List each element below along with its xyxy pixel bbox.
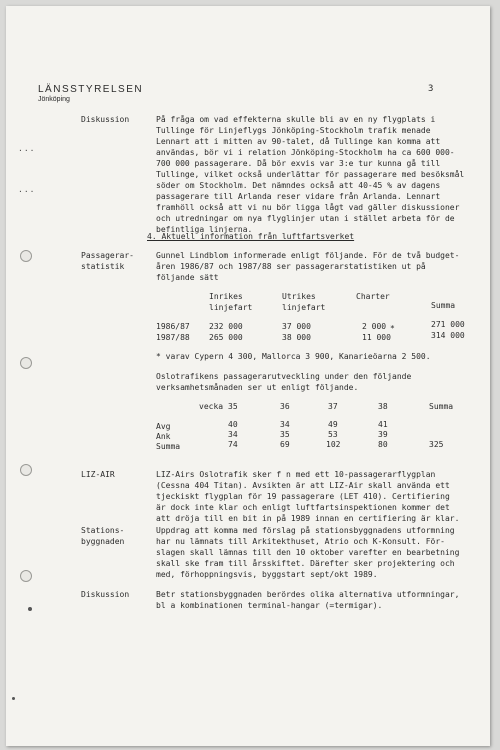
text-line: söder om Stockholm. Det nämndes också att 40-45 % av dagens bbox=[156, 181, 441, 190]
table-header: Summa bbox=[429, 402, 454, 411]
table-cell: 271 000 bbox=[431, 320, 465, 329]
table-cell: 41 bbox=[378, 420, 388, 429]
section-label-diskussion: Diskussion bbox=[81, 590, 130, 599]
table-cell: 37 000 bbox=[282, 322, 311, 331]
table-row-label: Ank bbox=[156, 432, 171, 441]
table-cell: 38 000 bbox=[282, 333, 311, 342]
text-line: har nu lämnats till Arkitekthuset, Atrio och K-Konsult. För- bbox=[156, 537, 445, 546]
section-heading: 4. Aktuell information från luftfartsverket bbox=[147, 232, 355, 241]
section-label-stationsbyggnaden: Stations- byggnaden bbox=[81, 526, 125, 546]
diskussion-text bbox=[156, 114, 486, 235]
table-row-label: 1987/88 bbox=[156, 333, 190, 342]
passagerarstatistik-text bbox=[156, 250, 486, 283]
text-line: På fråga om vad effekterna skulle bli av en ny flygplats i bbox=[156, 115, 436, 124]
text-line: att dröja till en bit in på 1989 innan en certifiering är klar. bbox=[156, 514, 460, 523]
text-line: Uppdrag att komma med förslag på stationsbyggnadens utformning bbox=[156, 526, 455, 535]
text-line: (Cessna 404 Titan). Avsikten är att LIZ-Air skall använda ett bbox=[156, 481, 450, 490]
table-header: Inrikes linjefart bbox=[209, 292, 253, 312]
text-line: tjeckiskt flygplan för 19 passagerare (LET 410). Certifiering bbox=[156, 492, 450, 501]
table-cell: 69 bbox=[280, 440, 290, 449]
table-cell: 53 bbox=[328, 430, 338, 439]
table-asterisk: * bbox=[390, 324, 395, 333]
table-header: 35 bbox=[228, 402, 238, 411]
text-line: verksamhetsmånaden ser ut enligt följande. bbox=[156, 383, 359, 392]
text-line: och utredningar om nya flyglinjer utan i stället arbeta för de bbox=[156, 214, 455, 223]
table-header: Summa bbox=[431, 301, 456, 310]
document-page bbox=[6, 6, 490, 746]
section-label-passagerarstatistik: Passagerar- statistik bbox=[81, 251, 134, 271]
text-line: Betr stationsbyggnaden berördes olika alternativa utformningar, bbox=[156, 590, 460, 599]
text-line: följande sätt bbox=[156, 273, 219, 282]
binder-hole bbox=[20, 464, 32, 476]
table-cell: 40 bbox=[228, 420, 238, 429]
margin-dots: ... bbox=[18, 144, 36, 153]
text-line: med, förhoppningsvis, byggstart sept/okt 1989. bbox=[156, 570, 378, 579]
table-row-label: Avg bbox=[156, 422, 171, 431]
table-row-label: Summa bbox=[156, 442, 181, 451]
oslo-intro-text bbox=[156, 371, 486, 393]
text-line: LIZ-Airs Oslotrafik sker f n med ett 10-passagerarflygplan bbox=[156, 470, 436, 479]
text-line: slagen skall lämnas till den 10 oktober varefter en bearbetning bbox=[156, 548, 460, 557]
table-header: 37 bbox=[328, 402, 338, 411]
text-line: Tullinge för Linjeflygs Jönköping-Stockholm trafik menade bbox=[156, 126, 431, 135]
table-cell: 325 bbox=[429, 440, 444, 449]
text-line: befintliga linjerna. bbox=[156, 225, 253, 234]
section-label-liz-air: LIZ-AIR bbox=[81, 470, 115, 479]
table-cell: 34 bbox=[228, 430, 238, 439]
text-line: användas, bör vi i relation Jönköping-Stockholm ha ca 600 000- bbox=[156, 148, 455, 157]
margin-mark bbox=[12, 697, 15, 700]
binder-hole bbox=[20, 570, 32, 582]
table-header: 38 bbox=[378, 402, 388, 411]
table-cell: 11 000 bbox=[362, 333, 391, 342]
org-name: LÄNSSTYRELSEN bbox=[38, 84, 144, 95]
table-header: Charter bbox=[356, 292, 390, 301]
binder-hole bbox=[20, 357, 32, 369]
text-line: bl a kombinationen terminal-hangar (=termigar). bbox=[156, 601, 383, 610]
table-header: Utrikes linjefart bbox=[282, 292, 326, 312]
text-line: Lennart att i mitten av 90-talet, då Tullinge kan komma att bbox=[156, 137, 441, 146]
page-number: 3 bbox=[428, 84, 434, 94]
text-line: åren 1986/87 och 1987/88 ser passagerarstatistiken ut på bbox=[156, 262, 426, 271]
org-city: Jönköping bbox=[38, 96, 70, 103]
liz-air-text bbox=[156, 469, 486, 524]
table-cell: 39 bbox=[378, 430, 388, 439]
table-cell: 2 000 bbox=[362, 322, 387, 331]
text-line: Gunnel Lindblom informerade enligt följande. För de två budget- bbox=[156, 251, 460, 260]
table-header: 36 bbox=[280, 402, 290, 411]
table-cell: 265 000 bbox=[209, 333, 243, 342]
footnote: * varav Cypern 4 300, Mallorca 3 900, Kanarieöarna 2 500. bbox=[156, 352, 431, 361]
table-header: vecka bbox=[199, 402, 224, 411]
table-row-label: 1986/87 bbox=[156, 322, 190, 331]
table-cell: 34 bbox=[280, 420, 290, 429]
stationsbyggnaden-text bbox=[156, 525, 486, 580]
table-cell: 74 bbox=[228, 440, 238, 449]
binder-hole bbox=[20, 250, 32, 262]
table-cell: 314 000 bbox=[431, 331, 465, 340]
text-line: Oslotrafikens passagerarutveckling under den följande bbox=[156, 372, 412, 381]
section-label-diskussion: Diskussion bbox=[81, 115, 130, 124]
margin-dots: ... bbox=[18, 185, 36, 194]
text-line: är dock inte klar och enligt luftfartsinspektionen kommer det bbox=[156, 503, 450, 512]
text-line: skall ske fram till årsskiftet. Därefter sker projektering och bbox=[156, 559, 455, 568]
text-line: Tullinge, vilket också underlättar för passagerare med besöksmål bbox=[156, 170, 465, 179]
margin-mark bbox=[28, 607, 32, 611]
table-cell: 102 bbox=[326, 440, 341, 449]
text-line: 700 000 passagerare. Då bör exvis var 3:e tur kunna gå till bbox=[156, 159, 441, 168]
diskussion2-text bbox=[156, 589, 486, 611]
table-cell: 232 000 bbox=[209, 322, 243, 331]
table-cell: 80 bbox=[378, 440, 388, 449]
table-cell: 49 bbox=[328, 420, 338, 429]
table-cell: 35 bbox=[280, 430, 290, 439]
text-line: framhöll också att vi nu bör ligga lågt vad gäller diskussioner bbox=[156, 203, 460, 212]
text-line: passagerare till Arlanda reser vidare från Arlanda. Lennart bbox=[156, 192, 441, 201]
